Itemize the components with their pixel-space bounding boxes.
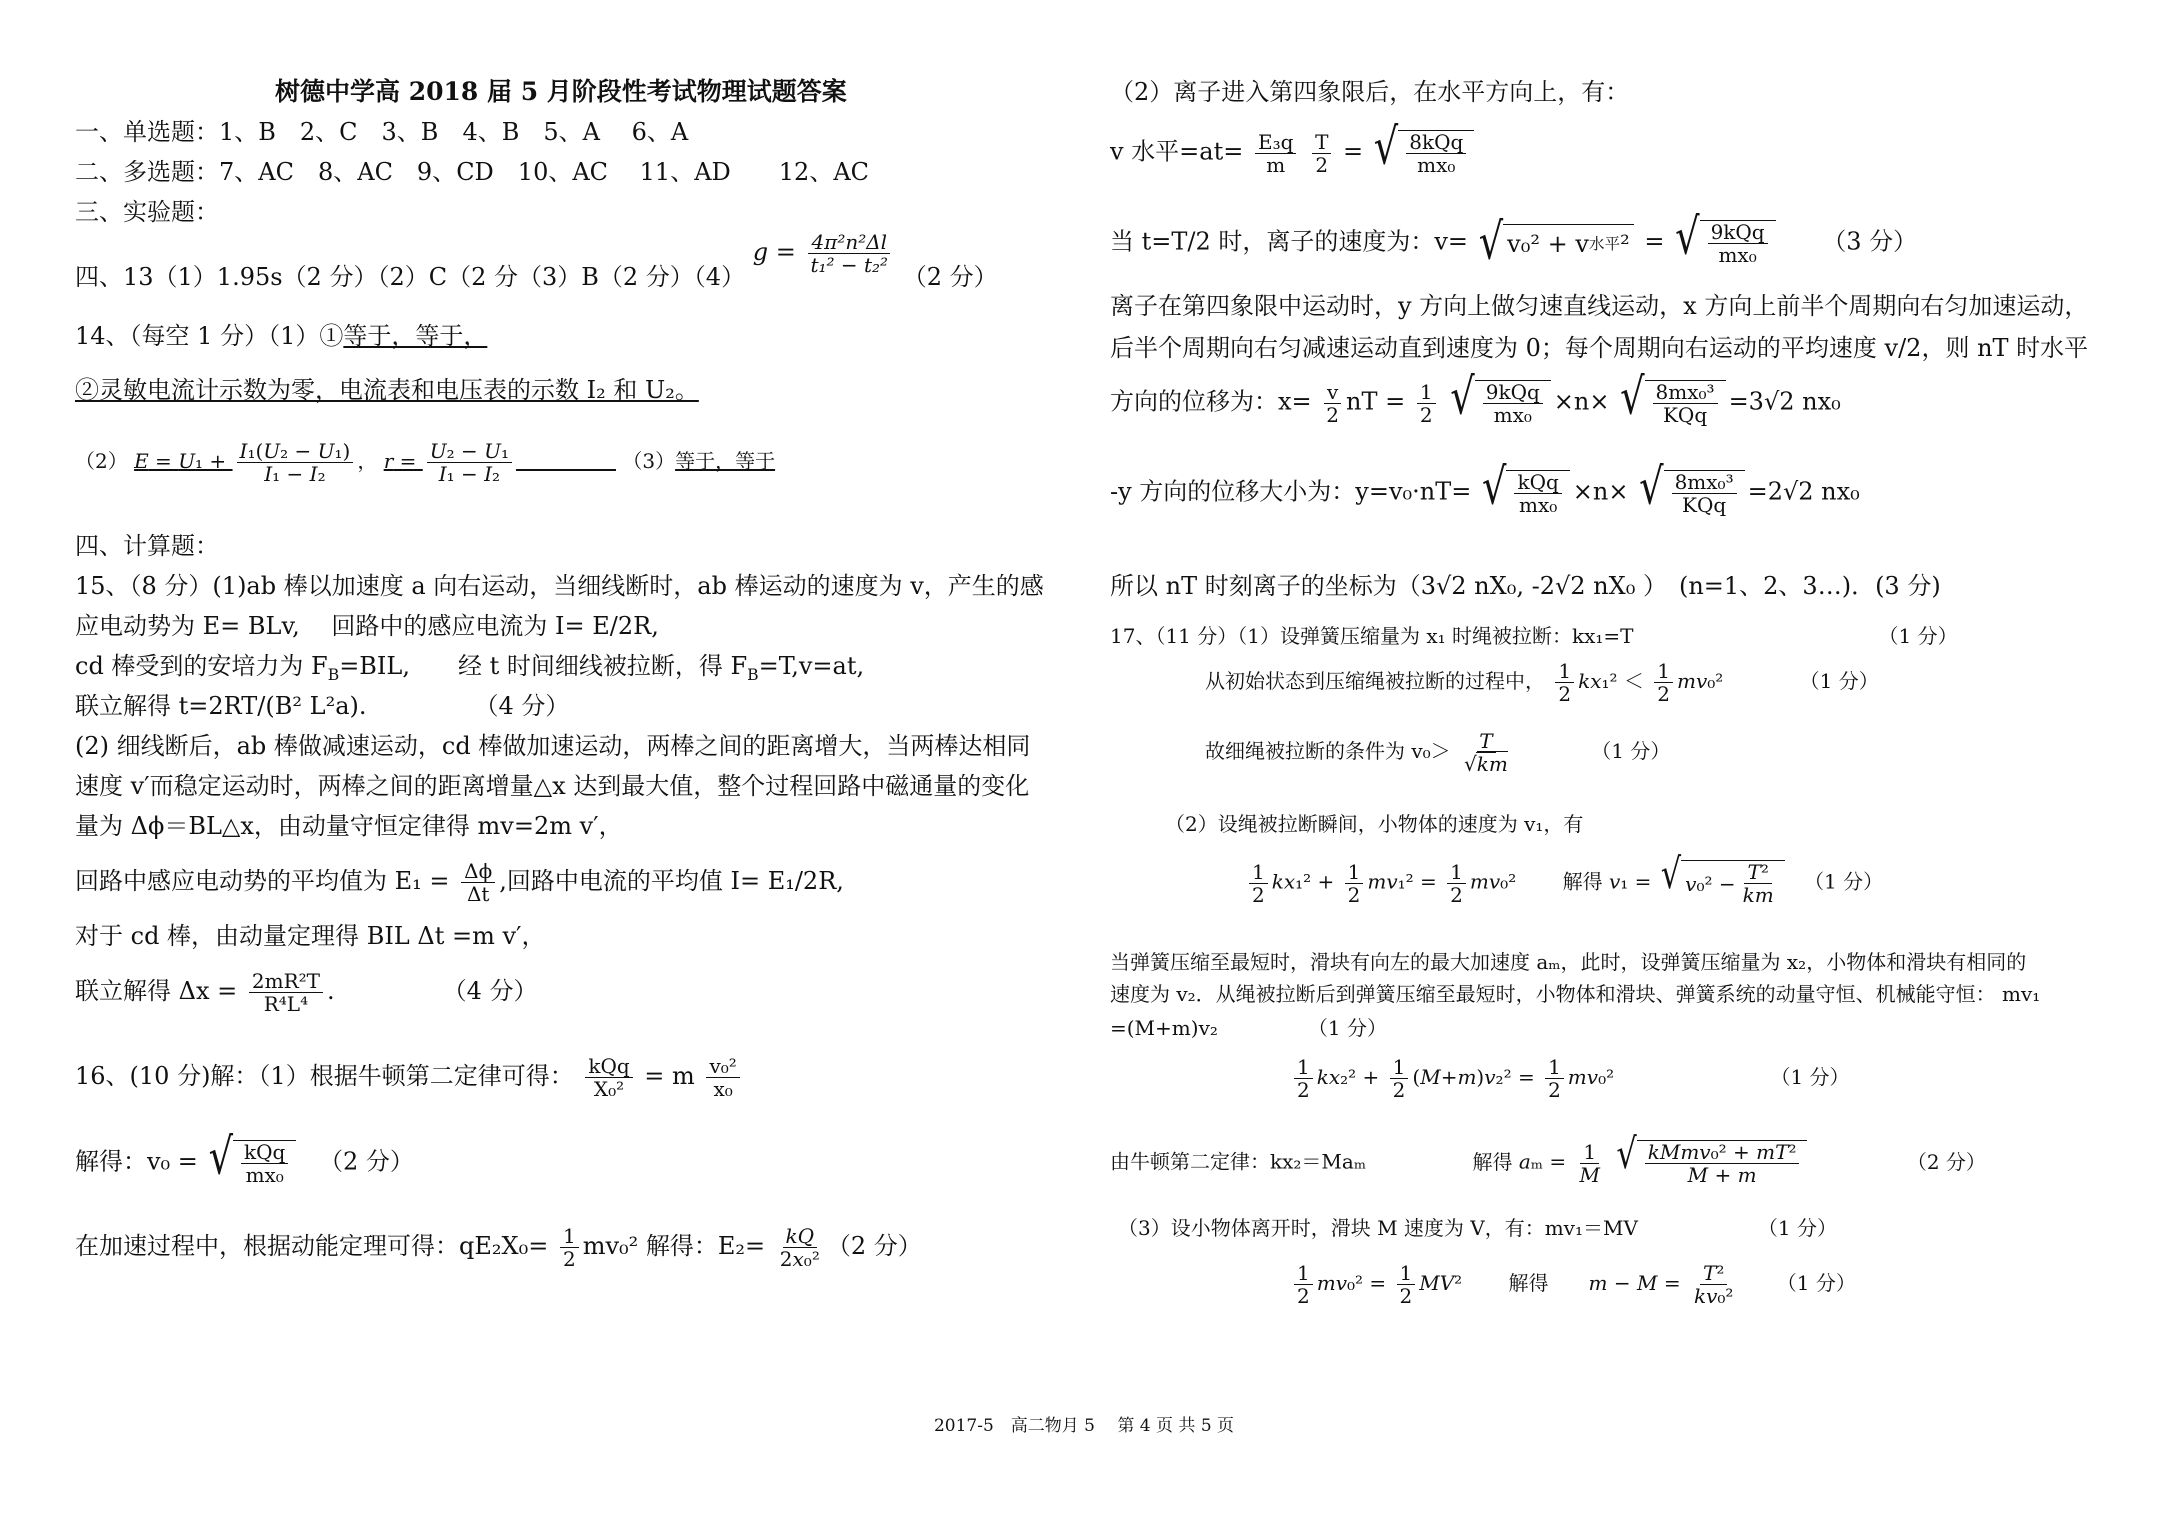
q17-part3-intro: （3）设小物体离开时，滑块 M 速度为 V，有：mv₁＝MV （1 分） bbox=[1118, 1216, 1838, 1240]
page-title: 树德中学高 2018 届 5 月阶段性考试物理试题答案 bbox=[275, 77, 847, 106]
experiment-heading: 三、实验题： bbox=[75, 198, 219, 226]
q17-line3: 故细绳被拉断的条件为 v₀＞ $\frac{T}{√km}$ （1 分） bbox=[1205, 729, 1671, 776]
calc-heading: 四、计算题： bbox=[75, 532, 219, 560]
q17-line1: 17、（11 分）（1）设弹簧压缩量为 x₁ 时绳被拉断：kx₁=T （1 分） bbox=[1110, 624, 1958, 648]
q14-line1: 14、（每空 1 分）（1）①等于，等于， bbox=[75, 322, 488, 350]
q16-coordinates: 所以 nT 时刻离子的坐标为（3√2 nX₀, -2√2 nX₀ ） (n=1、2、3…)．(3 分) bbox=[1110, 572, 1941, 600]
q16-line3: 在加速过程中，根据动能定理可得：qE₂X₀= $\frac{1}{2}$ mv₀² 解得：E₂= $\frac{kQ}{\text{2x₀²}}$ （2 分） bbox=[75, 1224, 922, 1271]
q15-line7: 量为 Δϕ＝BL△x，由动量守恒定律得 mv=2m v′， bbox=[75, 812, 623, 840]
q14-formulas: （2） E = U₁ + $\frac{\text{I₁(U₂ − U₁)}}{\text{I₁ − I₂}}$ ， r = $\frac{\text{U₂ − U₁}}{\text{I₁ − I₂}}$ （3）等于，等于 bbox=[75, 439, 776, 486]
q16-motion-line2: 后半个周期向右匀减速运动直到速度为 0；每个周期向右运动的平均速度 v/2，则 nT 时水平 bbox=[1110, 334, 2089, 362]
q16-line2: 解得：v₀ = √ $\frac{\text{kQq}}{\text{mx₀}}$ （2 分） bbox=[75, 1127, 414, 1187]
page-footer: 2017-5 高二物月 5 第 4 页 共 5 页 bbox=[933, 1416, 1235, 1436]
q17-part2-equation: $\frac{1}{2}$ kx₁² + $\frac{1}{2}$ mv₁² = $\frac{1}{2}$ mv₀² 解得 v₁ = √ v ₀² − $\frac{\text{T²}}{km}$ （1 分） bbox=[1245, 860, 1883, 906]
q17-energy-equation: $\frac{1}{2}$ kx₂² + $\frac{1}{2}$ (M+m)v₂² = $\frac{1}{2}$ mv₀² （1 分） bbox=[1290, 1056, 1850, 1101]
q17-part2-intro: （2）设绳被拉断瞬间，小物体的速度为 v₁，有 bbox=[1165, 812, 1584, 836]
q17-line2: 从初始状态到压缩绳被拉断的过程中， $\frac{1}{2}$ kx₁² ＜ $\frac{1}{2}$ mv₀² （1 分） bbox=[1205, 659, 1879, 706]
q16-speed-line: 当 t=T/2 时，离子的速度为：v= √ v₀² + v 水平 ² = √ $\frac{\text{9kQq}}{\text{mx₀}}$ （3 分） bbox=[1110, 207, 1918, 272]
q15-line2: 应电动势为 E= BLv, 回路中的感应电流为 I= E/2R, bbox=[75, 612, 659, 640]
q15-line8: 回路中感应电动势的平均值为 E₁ = $\frac{\Delta\phi}{\Delta t}$ ,回路中电流的平均值 I= E₁/2R, bbox=[75, 859, 844, 906]
q14-line2: ②灵敏电流计示数为零，电流表和电压表的示数 I₂ 和 U₂。 bbox=[75, 376, 699, 404]
q17-text1: 当弹簧压缩至最短时，滑块有向左的最大加速度 aₘ，此时，设弹簧压缩量为 x₂，小物体和滑块有相同的 bbox=[1110, 950, 2027, 974]
q16-y-displacement: -y 方向的位移大小为：y=v₀·nT= √ $\frac{\text{kQq}}{\text{mx₀}}$ ×n× √ $\frac{\text{8mx₀³}}{\text{KQq}}$ =2√2 nx₀ bbox=[1110, 457, 1860, 517]
q16-part2-intro: （2）离子进入第四象限后，在水平方向上，有： bbox=[1110, 78, 1630, 106]
q15-line5: (2) 细线断后，ab 棒做减速运动，cd 棒做加速运动，两棒之间的距离增大，当两棒达相同 bbox=[75, 732, 1031, 760]
q15-line3: cd 棒受到的安培力为 $F_B=BIL$, 经 t 时间细线被拉断，得 $F_B=T,v=at$, bbox=[75, 652, 865, 684]
q17-part3-equation: $\frac{1}{2}$ mv₀² = $\frac{1}{2}$ MV² 解得 m − M = $\frac{\text{T²}}{\text{kv₀²}}$ （1 分） bbox=[1290, 1262, 1856, 1307]
q15-line1: 15、（8 分）(1)ab 棒以加速度 a 向右运动，当细线断时，ab 棒运动的速度为 v，产生的感 bbox=[75, 572, 1044, 600]
q15-line4: 联立解得 t=2RT/(B² L²a). （4 分） bbox=[75, 692, 570, 720]
q16-horizontal-velocity: v 水平=at= $\frac{\text{E₃q}}{m}$ $\frac{T}{2}$ = √ $\frac{\text{8kQq}}{\text{mx₀}}$ bbox=[1110, 130, 1477, 176]
q16-x-displacement: 方向的位移为：x= $\frac{v}{2}$ nT = $\frac{1}{2}$ √ $\frac{\text{9kQq}}{\text{mx₀}}$ ×n× √ $\frac{\text{8mx₀³}}{\text{KQq}}$ =3√2 nx₀ bbox=[1110, 367, 1841, 427]
q17-text2: 速度为 v₂．从绳被拉断后到弹簧压缩至最短时，小物体和滑块、弹簧系统的动量守恒、机械能守恒： mv₁ bbox=[1110, 982, 2041, 1006]
q15-line10: 联立解得 Δx = $\frac{\text{2mR²T}}{\text{R⁴L⁴}}$ . （4 分） bbox=[75, 969, 538, 1016]
single-choice-answers: 一、单选题：1、B 2、C 3、B 4、B 5、A 6、A bbox=[75, 118, 689, 146]
q16-motion-line1: 离子在第四象限中运动时，y 方向上做匀速直线运动，x 方向上前半个周期向右匀加速运动， bbox=[1110, 292, 2089, 320]
q13-line: 四、13（1）1.95s（2 分）（2）C（2 分（3）B（2 分）（4） g = $\frac{\text{4π²n²Δl}}{\text{t₁² − t₂²}}$ （2 分） bbox=[75, 230, 998, 291]
multiple-choice-answers: 二、多选题：7、AC 8、AC 9、CD 10、AC 11、AD 12、AC bbox=[75, 158, 870, 186]
q17-newton-line: 由牛顿第二定律：kx₂＝Maₘ 解得 aₘ = $\frac{1}{M}$ √ $\frac{\text{kMmv₀² + mT²}}{M + m}$ （2 分） bbox=[1110, 1129, 1986, 1187]
q15-line9: 对于 cd 棒，由动量定理得 BIL Δt =m v′， bbox=[75, 922, 546, 950]
q17-text3: =(M+m)v₂ （1 分） bbox=[1110, 1016, 1387, 1040]
q15-line6: 速度 v′而稳定运动时，两棒之间的距离增量△x 达到最大值，整个过程回路中磁通量的变化 bbox=[75, 772, 1030, 800]
q16-line1: 16、(10 分)解：（1）根据牛顿第二定律可得： $\frac{\text{kQq}}{\text{X₀²}}$ = m $\frac{\text{v₀²}}{\text{x₀}}$ bbox=[75, 1055, 744, 1100]
